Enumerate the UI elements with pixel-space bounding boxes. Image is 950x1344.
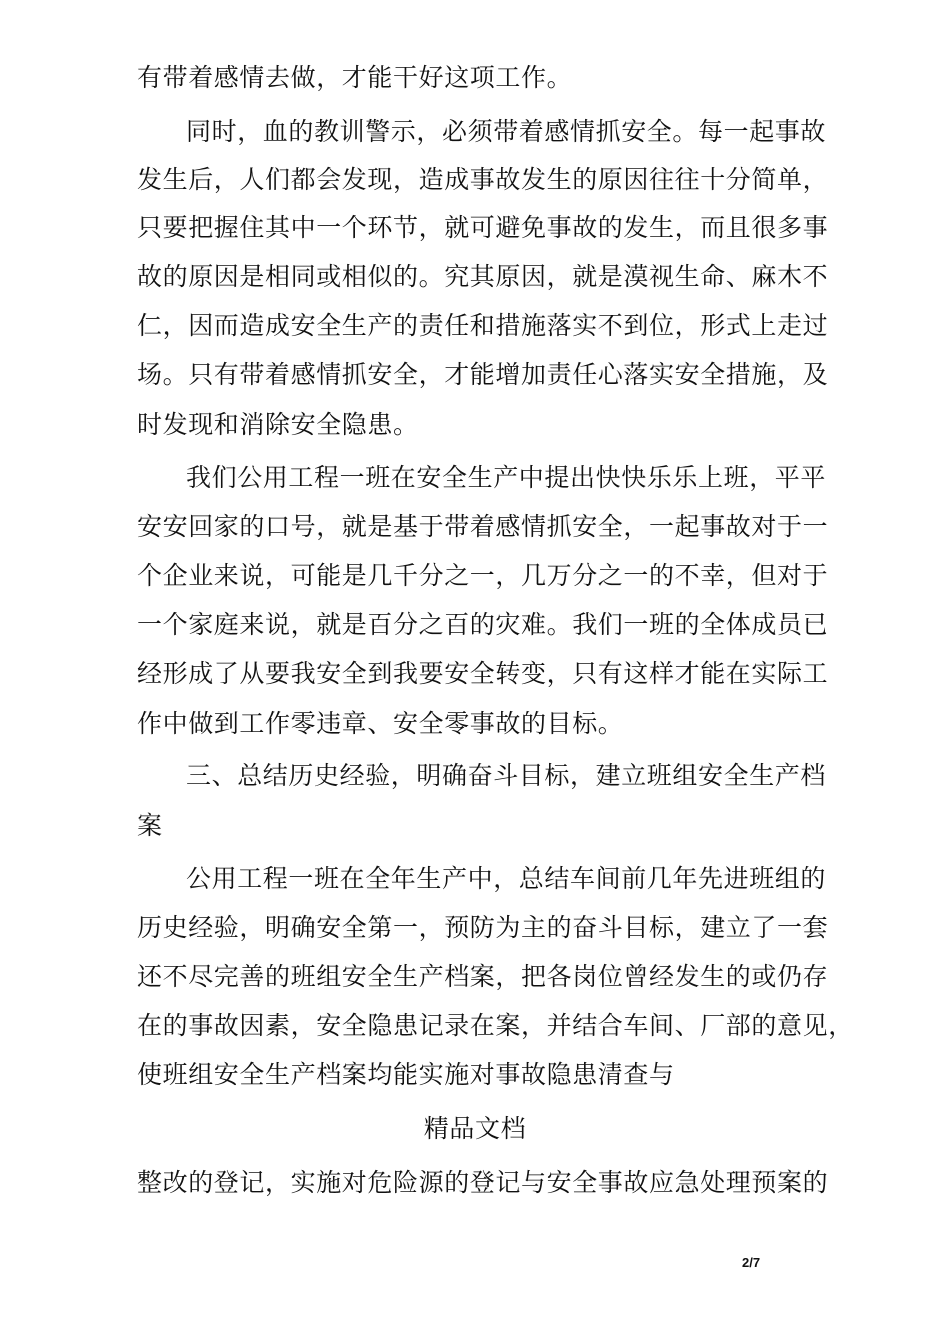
text-line: 整改的登记，实施对危险源的登记与安全事故应急处理预案的	[137, 1168, 829, 1197]
paragraph-first-line: 我们公用工程一班在安全生产中提出快快乐乐上班，平平	[186, 463, 827, 492]
text-line: 经形成了从要我安全到我要安全转变，只有这样才能在实际工	[137, 659, 829, 688]
text-line: 只要把握住其中一个环节，就可避免事故的发生，而且很多事	[137, 213, 829, 242]
text-line: 场。只有带着感情抓安全，才能增加责任心落实安全措施，及	[137, 360, 829, 389]
text-line: 使班组安全生产档案均能实施对事故隐患清查与	[137, 1060, 675, 1089]
watermark-text: 精品文档	[423, 1114, 527, 1143]
text-line: 有带着感情去做，才能干好这项工作。	[137, 63, 573, 92]
section-heading: 三、总结历史经验，明确奋斗目标，建立班组安全生产档	[186, 761, 827, 790]
text-line: 仁，因而造成安全生产的责任和措施落实不到位，形式上走过	[137, 311, 829, 340]
text-line: 一个家庭来说，就是百分之百的灾难。我们一班的全体成员已	[137, 610, 829, 639]
paragraph-first-line: 同时，血的教训警示，必须带着感情抓安全。每一起事故	[186, 117, 827, 146]
text-line: 还不尽完善的班组安全生产档案，把各岗位曾经发生的或仍存	[137, 962, 829, 991]
text-line: 发生后，人们都会发现，造成事故发生的原因往往十分简单，	[137, 165, 829, 194]
text-line: 个企业来说，可能是几千分之一，几万分之一的不幸，但对于	[137, 561, 829, 590]
section-heading-continuation: 案	[137, 811, 163, 840]
text-line: 故的原因是相同或相似的。究其原因，就是漠视生命、麻木不	[137, 262, 829, 291]
text-line: 安安回家的口号，就是基于带着感情抓安全，一起事故对于一	[137, 512, 829, 541]
text-line: 在的事故因素，安全隐患记录在案，并结合车间、厂部的意见，	[137, 1011, 854, 1040]
text-line: 作中做到工作零违章、安全零事故的目标。	[137, 709, 624, 738]
text-line: 历史经验，明确安全第一，预防为主的奋斗目标，建立了一套	[137, 913, 829, 942]
paragraph-first-line: 公用工程一班在全年生产中，总结车间前几年先进班组的	[186, 864, 827, 893]
page-number: 2/7	[742, 1255, 761, 1270]
text-line: 时发现和消除安全隐患。	[137, 410, 419, 439]
